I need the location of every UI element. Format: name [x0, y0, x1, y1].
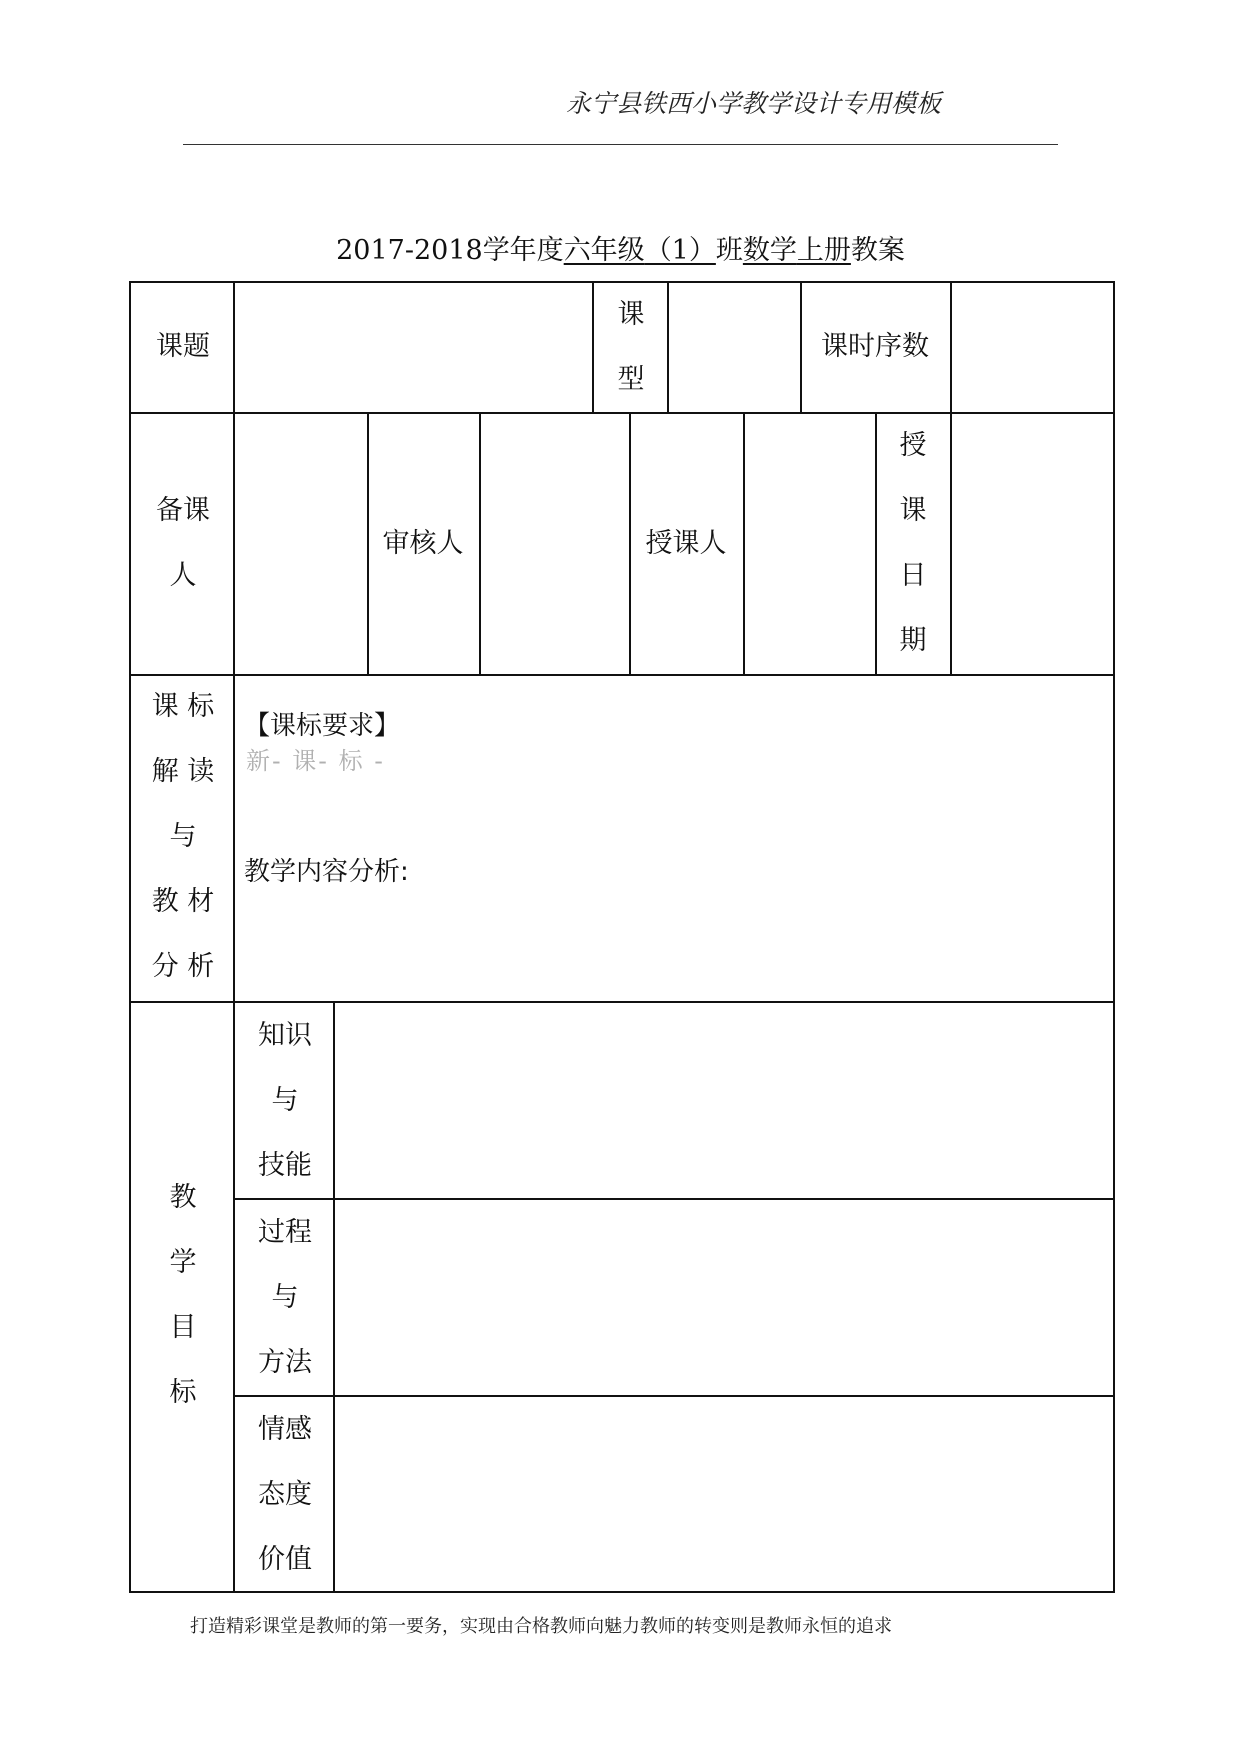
topic-field[interactable]: [236, 285, 592, 411]
reviewer-label: 审核人: [382, 528, 464, 559]
preparer-label: 备课 人: [156, 495, 210, 591]
period-field[interactable]: [952, 285, 1112, 411]
template-header: 永宁县铁西小学教学设计专用模板: [565, 89, 941, 118]
topic-label: 课题: [156, 331, 210, 362]
knowledge-label: 知识 与 技能: [258, 1020, 312, 1181]
standards-requirement-heading: 【课标要求】: [244, 711, 401, 741]
type-field[interactable]: [670, 285, 798, 411]
header-divider: [183, 144, 1058, 145]
title-part1: 学年度: [482, 235, 564, 266]
content-analysis-heading: 教学内容分析:: [244, 857, 409, 887]
title-part2: 班: [715, 235, 743, 266]
emotion-field[interactable]: [336, 1397, 1110, 1591]
type-label: 课 型: [617, 299, 645, 395]
teacher-field[interactable]: [745, 416, 873, 672]
teacher-label: 授课人: [645, 528, 727, 559]
reviewer-field[interactable]: [481, 416, 627, 672]
goals-label: 教 学 目 标: [169, 1182, 197, 1408]
standards-label: 课 标 解 读 与 教 材 分 析: [151, 691, 215, 982]
process-label: 过程 与 方法: [258, 1217, 312, 1378]
title-subject: 数学: [742, 235, 797, 266]
title-volume: 上册: [796, 235, 851, 266]
title-grade: 六年级: [563, 235, 645, 266]
emotion-label: 情感 态度 价值: [258, 1414, 312, 1575]
footer-slogan: 打造精彩课堂是教师的第一要务，实现由合格教师向魅力教师的转变则是教师永恒的追求: [190, 1616, 892, 1637]
watermark-text: 新- 课- 标 -: [246, 747, 385, 775]
title-class: （1）: [644, 235, 716, 266]
title-part3: 教案: [850, 235, 905, 266]
date-label: 授 课 日 期: [899, 430, 927, 656]
date-field[interactable]: [952, 416, 1112, 672]
document-title: [0, 228, 1241, 267]
preparer-field[interactable]: [236, 416, 366, 672]
process-field[interactable]: [336, 1200, 1110, 1394]
knowledge-field[interactable]: [336, 1003, 1110, 1197]
period-label: 课时序数: [821, 331, 929, 362]
title-year: 2017-2018: [336, 235, 483, 266]
